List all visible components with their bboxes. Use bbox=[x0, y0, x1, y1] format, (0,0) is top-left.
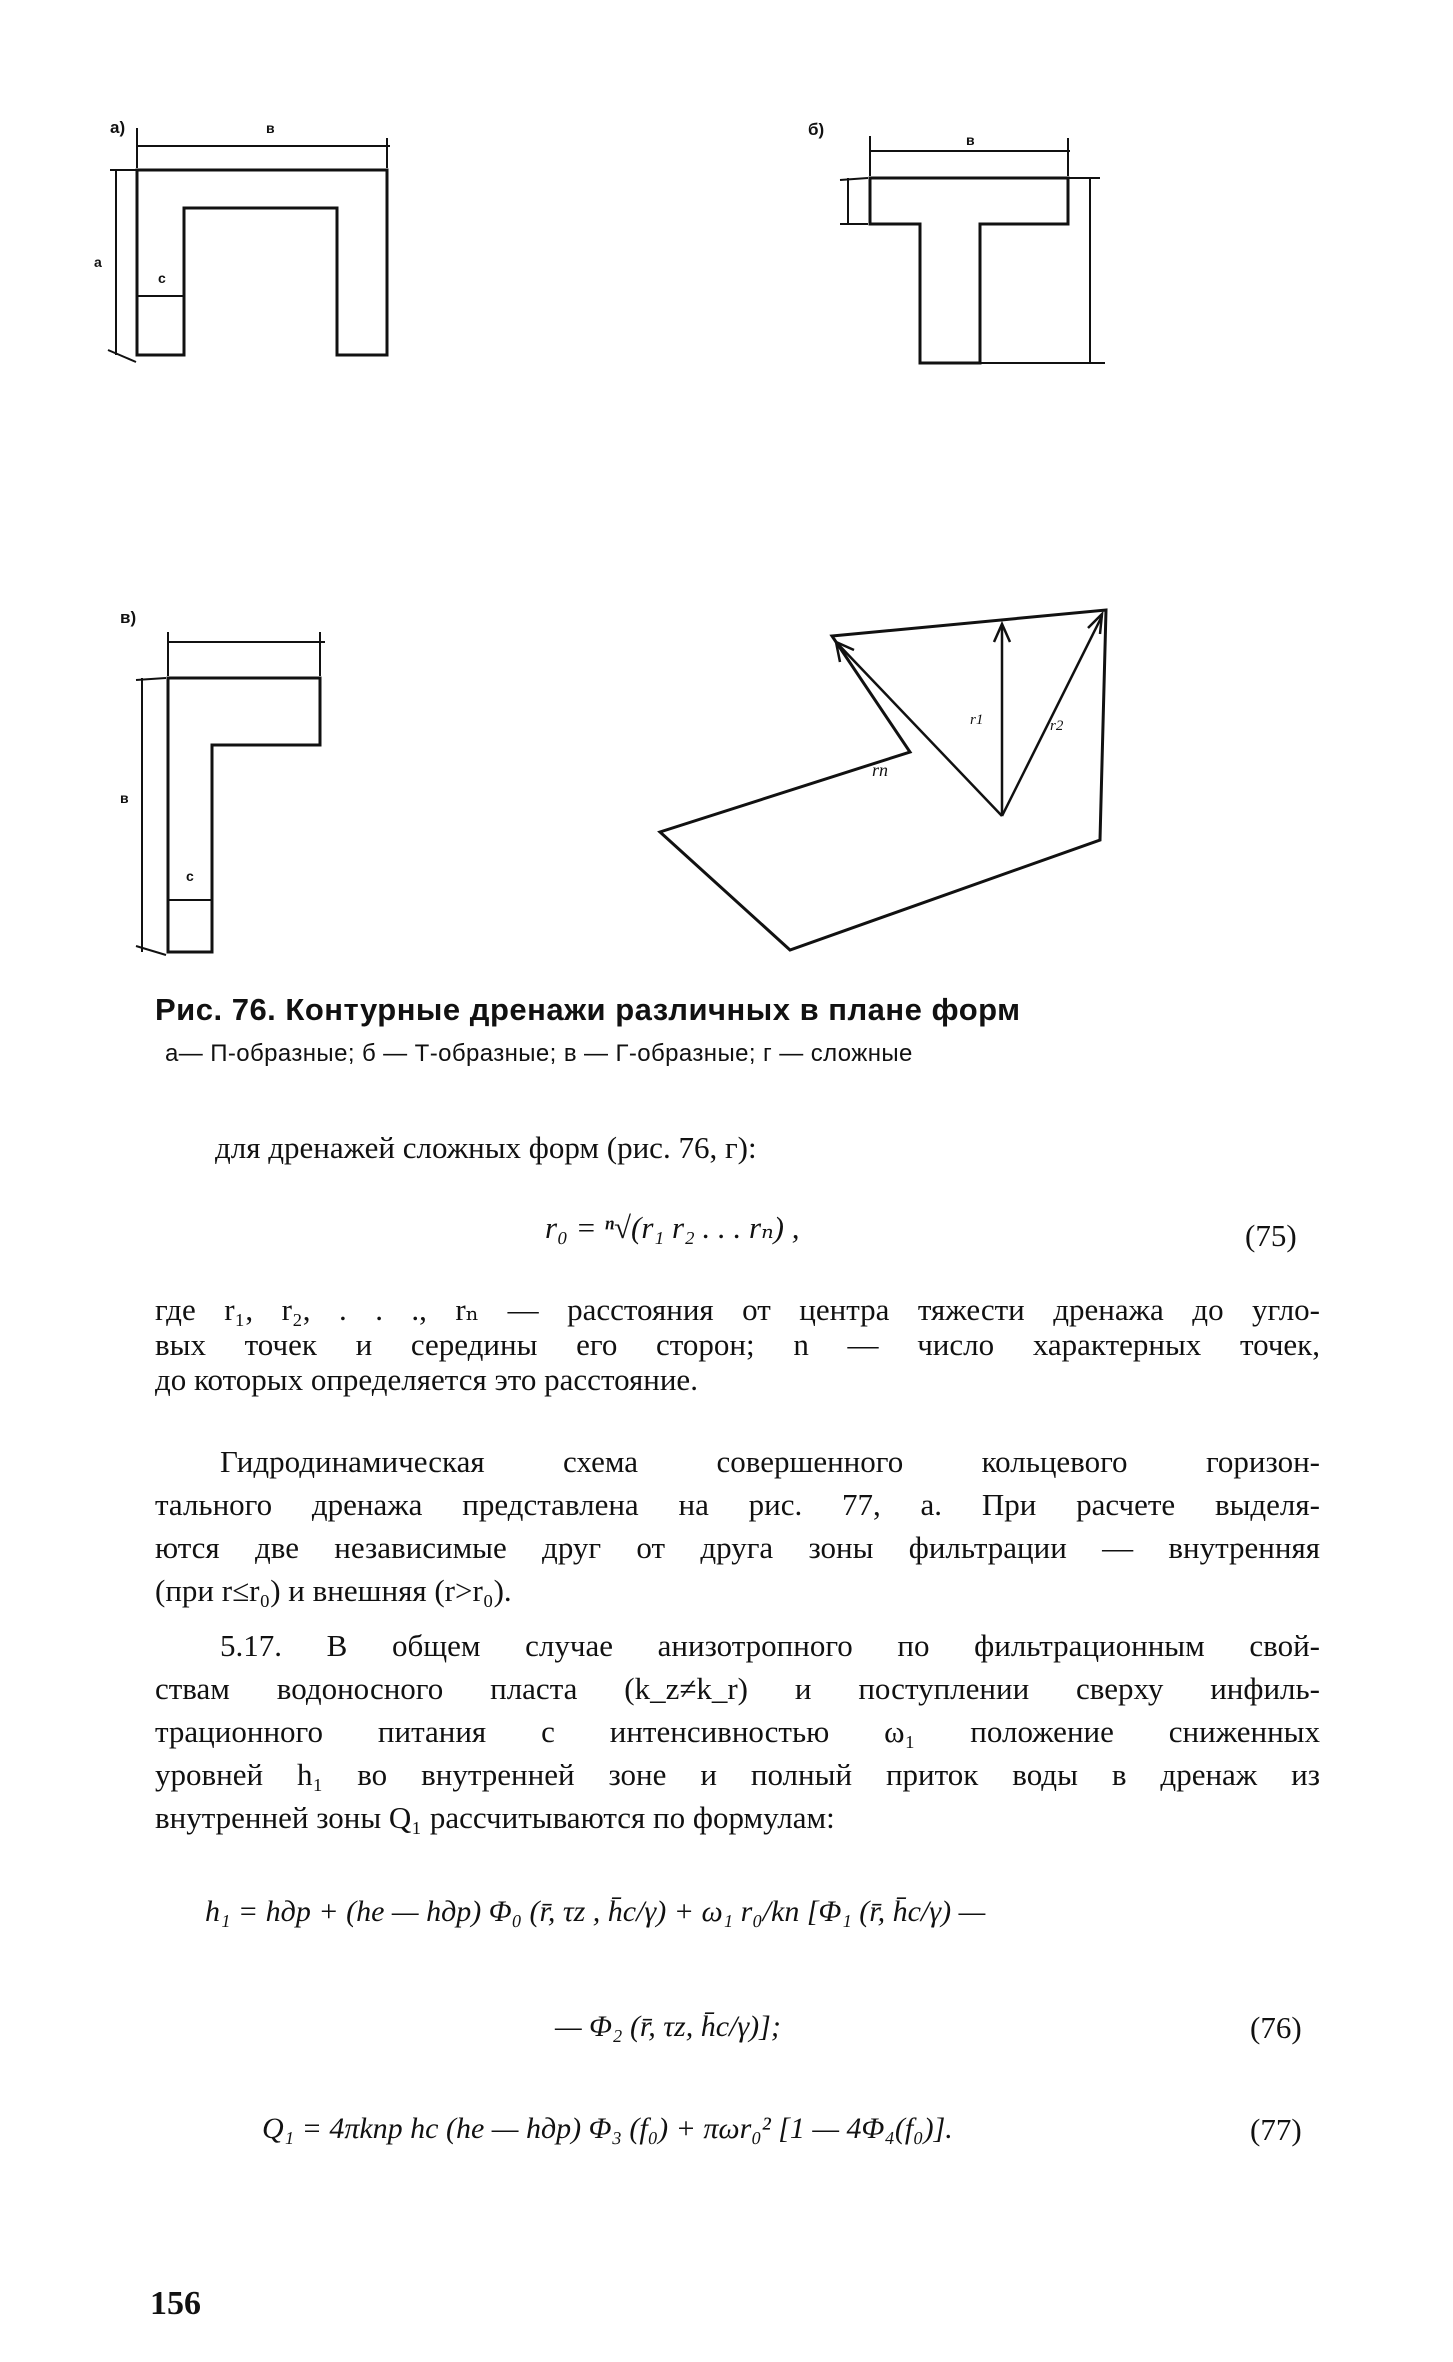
equation-77: Q₁ = 4πkпр hc (he — hдр) Φ₃ (f₀) + πωr₀² [1 — 4Φ₄(f₀)]. bbox=[262, 2112, 953, 2145]
dim-label-v: в bbox=[120, 790, 129, 806]
equation-77-number: (77) bbox=[1250, 2112, 1302, 2147]
equation-76-number: (76) bbox=[1250, 2010, 1302, 2045]
para2-line-1: Гидродинамическая схема совершенного кольцевого горизон- bbox=[220, 1444, 1320, 1479]
equation-76-line-2: — Φ₂ (r̄, τz, h̄c/γ)]; bbox=[555, 2010, 781, 2043]
dim-label-v: в bbox=[966, 132, 975, 148]
where-line-1: где r₁, r₂, . . ., rₙ — расстояния от центра тяжести дренажа до угло- bbox=[155, 1292, 1320, 1327]
p-shape-drawing bbox=[100, 110, 400, 370]
t-shape-drawing bbox=[800, 118, 1130, 378]
vector-label-r2: r2 bbox=[1050, 718, 1064, 734]
equation-76-line-1: h₁ = hдр + (he — hдр) Φ₀ (r̄, τz , h̄c/γ) + ω₁ r₀/kп [Φ₁ (r̄, h̄c/γ) — bbox=[205, 1895, 986, 1928]
dim-label-a: а bbox=[94, 254, 102, 270]
panel-a-label: а) bbox=[110, 118, 126, 137]
para3-line-2: ствам водоносного пласта (k_z≠k_r) и поступлении сверху инфиль- bbox=[155, 1671, 1320, 1706]
vector-label-r1: r1 bbox=[970, 712, 984, 728]
figure-panel-a bbox=[94, 110, 400, 370]
para3-line-5: внутренней зоны Q₁ рассчитываются по формулам: bbox=[155, 1800, 835, 1835]
para2-line-2: тального дренажа представлена на рис. 77, а. При расчете выделя- bbox=[155, 1487, 1320, 1522]
figure-panel-b bbox=[800, 118, 1130, 378]
intro-line: для дренажей сложных форм (рис. 76, г): bbox=[215, 1130, 757, 1165]
para3-line-4: уровней h₁ во внутренней зоне и полный приток воды в дренаж из bbox=[155, 1757, 1320, 1792]
panel-c-label: в) bbox=[120, 608, 137, 627]
dim-label-c: с bbox=[158, 270, 166, 286]
where-line-3: до которых определяется это расстояние. bbox=[155, 1362, 698, 1397]
dim-label-c: с bbox=[186, 868, 194, 884]
where-line-2: вых точек и середины его сторон; n — число характерных точек, bbox=[155, 1327, 1320, 1362]
panel-b-label: б) bbox=[808, 120, 825, 139]
complex-shape-drawing bbox=[640, 600, 1160, 960]
figure-panel-c bbox=[120, 600, 370, 960]
page-number: 156 bbox=[150, 2285, 201, 2322]
equation-75-number: (75) bbox=[1245, 1218, 1297, 1253]
para3-line-3: трационного питания с интенсивностью ω₁ положение сниженных bbox=[155, 1714, 1320, 1749]
para3-line-1: 5.17. В общем случае анизотропного по фильтрационным свой- bbox=[220, 1628, 1320, 1663]
vector-label-rn: rn bbox=[872, 760, 889, 780]
figure-caption-title: Рис. 76. Контурные дренажи различных в плане форм bbox=[155, 992, 1021, 1027]
equation-75: r₀ = ⁿ√(r₁ r₂ . . . rₙ) , bbox=[545, 1210, 800, 1245]
para2-line-4: (при r≤r₀) и внешняя (r>r₀). bbox=[155, 1573, 512, 1608]
para2-line-3: ются две независимые друг от друга зоны фильтрации — внутренняя bbox=[155, 1530, 1320, 1565]
figure-panel-d bbox=[640, 600, 1160, 960]
dim-label-v: в bbox=[266, 120, 275, 136]
g-shape-drawing bbox=[120, 600, 370, 960]
figure-caption-subtitle: а— П-образные; б — Т-образные; в — Г-образные; г — сложные bbox=[165, 1040, 913, 1067]
